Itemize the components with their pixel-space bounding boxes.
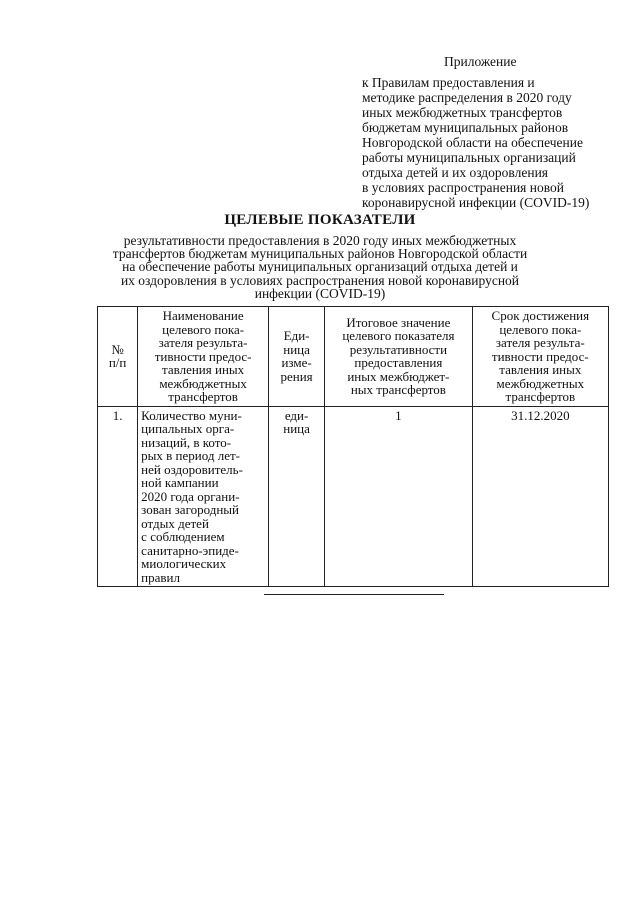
header-unit [269,307,325,407]
appendix-line: бюджетам муниципальных районов [362,120,569,135]
appendix-line: работы муниципальных организаций [362,150,576,165]
appendix-line: иных межбюджетных трансфертов [362,105,563,120]
subtitle-line: инфекции (COVID-19) [254,285,386,301]
header-number [98,307,138,407]
row-final-value: 1 [325,406,473,587]
header-text: ница [283,341,310,357]
header-text: п/п [108,355,127,371]
header-text: рения [280,368,313,384]
cell-text: с соблюдением [141,529,225,544]
indicators-table [97,306,609,587]
header-indicator-name [138,307,269,407]
cell-text: отдых детей [141,515,209,531]
header-text: трансфертов [168,389,238,404]
header-text: иных межбюджет- [347,368,450,384]
header-text: трансфертов [505,389,576,404]
cell-text: ней оздоровитель- [141,461,243,477]
appendix-heading: Приложение [444,54,517,69]
header-text: зателя результа- [158,335,248,350]
appendix-line: коронавирусной инфекции (COVID-19) [362,195,590,210]
cell-text: ница [283,421,310,436]
header-text: тавления иных [162,362,245,377]
header-deadline [472,307,608,407]
cell-text: ципальных орга- [141,421,235,436]
header-text: тивности предос- [491,348,589,364]
header-text: № [111,341,124,357]
row-unit [269,406,325,587]
header-text: межбюджетных [159,375,247,391]
table-header-row [98,307,609,407]
cell-text: санитарно-эпиде- [141,542,239,558]
row-indicator-name [138,406,269,587]
header-text: межбюджетных [496,375,585,391]
appendix-line: к Правилам предоставления и [362,75,535,90]
cell-text: Количество муни- [141,407,242,423]
document-subtitle [60,234,580,300]
document-title: ЦЕЛЕВЫЕ ПОКАЗАТЕЛИ [224,212,416,228]
appendix-line: в условиях распространения новой [362,180,564,195]
table-row [98,406,609,587]
appendix-line: методике распределения в 2020 году [362,90,572,105]
cell-text: зован загородный [141,502,239,517]
header-text: зателя результа- [495,335,585,350]
cell-text: рых в период лет- [141,448,240,463]
appendix-line: отдыха детей и их оздоровления [362,165,549,180]
row-number: 1. [98,406,138,587]
cell-text: правил [141,569,180,585]
header-text: Наименование [162,308,244,323]
subtitle-line: результативности предоставления в 2020 году иных межбюджетных [123,233,517,248]
header-text: целевого пока- [162,321,245,337]
cell-text: низаций, в кото- [141,434,232,450]
row-deadline: 31.12.2020 [472,406,608,587]
header-text: тивности предос- [154,348,252,364]
subtitle-line: трансфертов бюджетам муниципальных районов Новгородской области [112,246,528,262]
header-text: Срок достижения [491,308,590,323]
header-text: ных трансфертов [350,382,446,398]
header-text: целевого пока- [499,321,582,337]
cell-text: еди- [284,407,309,423]
header-text: тавления иных [499,362,582,377]
cell-text: 2020 года органи- [141,488,240,504]
header-text: Итоговое значение [346,314,451,330]
header-text: результативности [349,341,448,357]
subtitle-line: их оздоровления в условиях распространения новой коронавирусной [120,272,520,288]
header-text: изме- [281,355,312,371]
closing-divider [264,594,444,595]
subtitle-line: на обеспечение работы муниципальных организаций отдыха детей и [122,259,518,275]
cell-text: ной кампании [141,475,219,490]
header-text: предоставления [354,355,443,371]
appendix-line: Новгородской области на обеспечение [362,135,583,150]
appendix-block [362,54,612,210]
header-text: Еди- [283,328,310,344]
header-final-value [325,307,473,407]
header-text: целевого показателя [342,328,455,344]
cell-text: миологических [141,556,227,571]
